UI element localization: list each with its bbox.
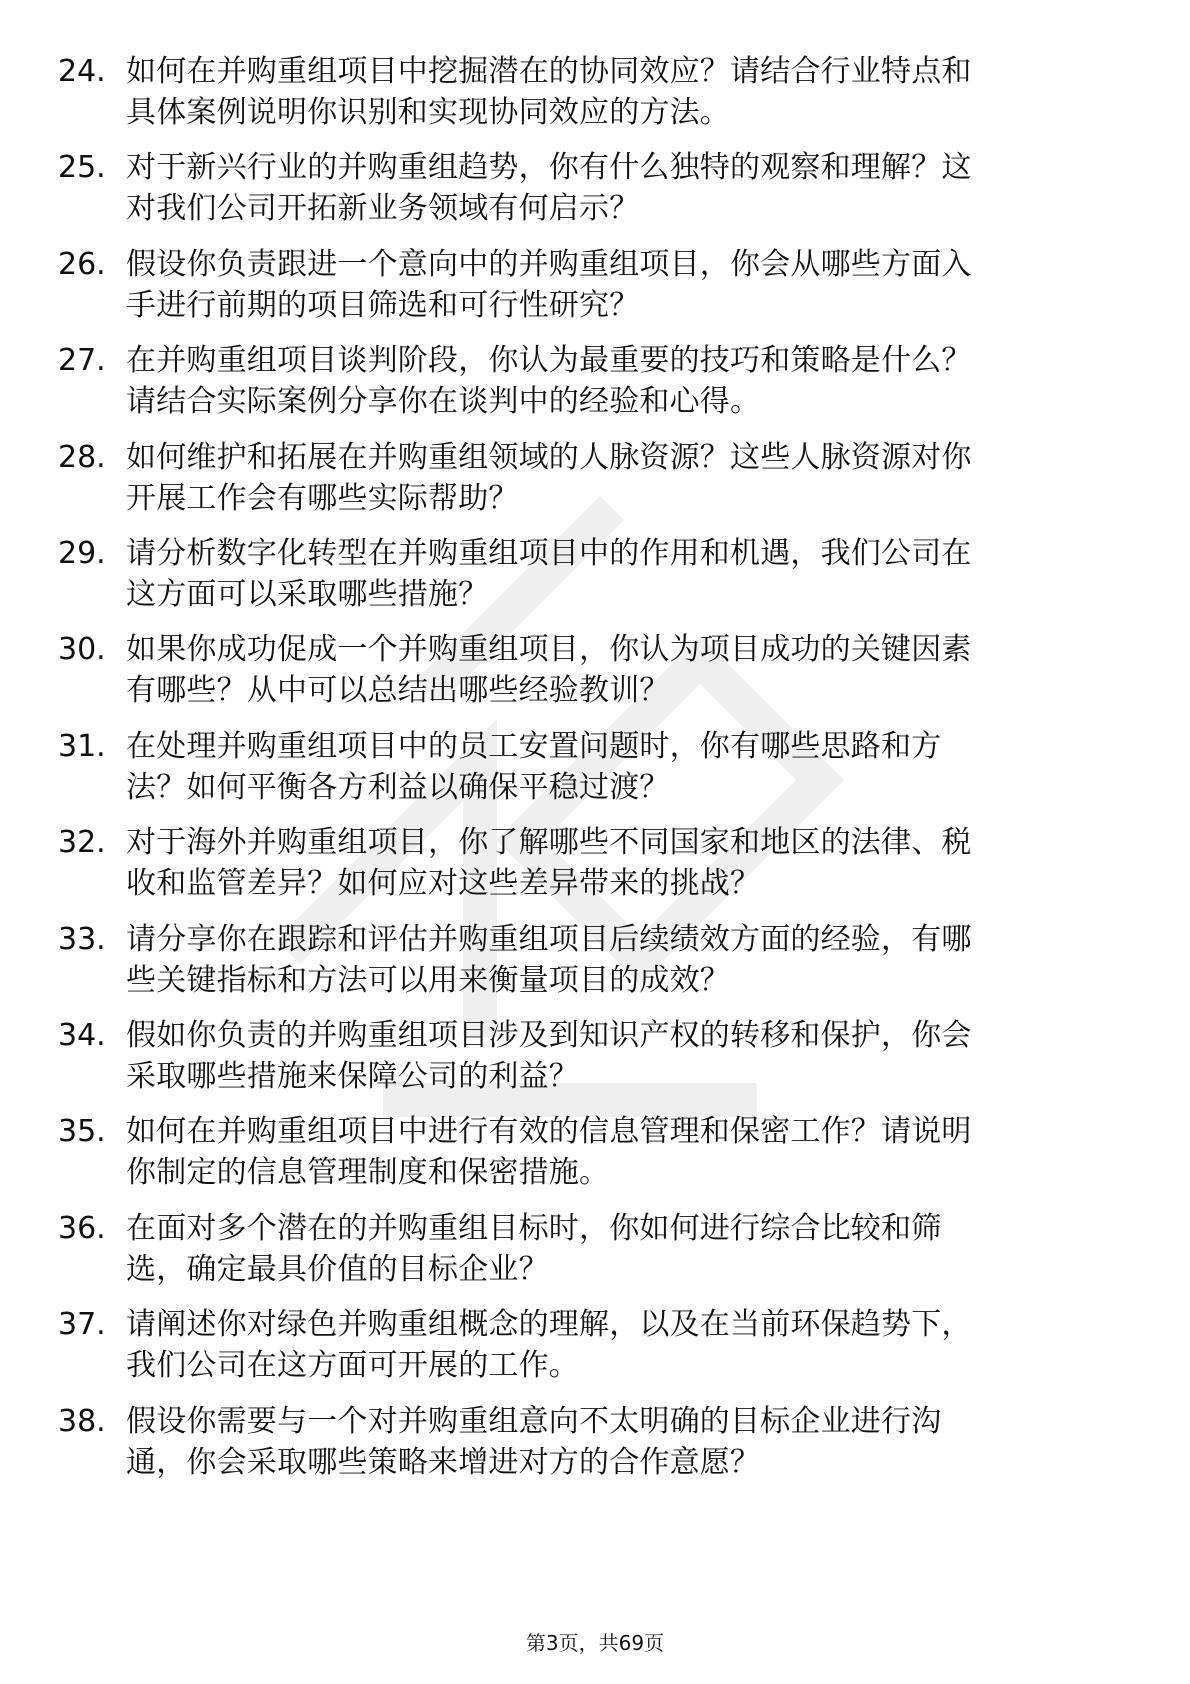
question-number: 26. [58,246,106,282]
question-item [0,534,1190,624]
question-text-line-1: 如何在并购重组项目中进行有效的信息管理和保密工作？请说明 [126,1114,972,1150]
question-number: 24. [58,54,106,89]
question-text-line-1: 假设你负责跟进一个意向中的并购重组项目，你会从哪些方面入 [126,246,972,282]
question-number: 35. [58,1114,106,1150]
question-text-line-1: 对于海外并购重组项目，你了解哪些不同国家和地区的法律、税 [126,825,972,861]
question-text-line-2: 选，确定最具价值的目标企业？ [126,1251,549,1287]
question-text-line-1: 请阐述你对绿色并购重组概念的理解，以及在当前环保趋势下， [126,1307,972,1343]
question-text-line-2: 些关键指标和方法可以用来衡量项目的成效？ [126,962,730,998]
question-number: 34. [58,1018,106,1053]
question-text-line-2: 收和监管差异？如何应对这些差异带来的挑战？ [126,866,761,902]
question-text-line-1: 在处理并购重组项目中的员工安置问题时，你有哪些思路和方 [126,728,942,764]
question-number: 28. [58,439,106,475]
question-number: 30. [58,632,106,668]
question-item [0,920,1190,1010]
question-text-line-2: 有哪些？从中可以总结出哪些经验教训？ [126,673,670,709]
question-text-line-1: 请分享你在跟踪和评估并购重组项目后续绩效方面的经验，有哪 [126,921,972,957]
question-text-line-2: 对我们公司开拓新业务领域有何启示？ [126,191,640,227]
question-text-line-2: 具体案例说明你识别和实现协同效应的方法。 [126,95,730,130]
page-number-footer: 第3页，共69页 [525,1631,665,1655]
question-text-line-1: 如何维护和拓展在并购重组领域的人脉资源？这些人脉资源对你 [126,439,972,475]
question-number: 38. [58,1403,106,1439]
question-number: 29. [58,536,106,571]
question-number: 33. [58,921,106,957]
question-item [0,1209,1190,1299]
question-item [0,1016,1190,1106]
question-text-line-2: 你制定的信息管理制度和保密措施。 [126,1155,610,1191]
question-item [0,1402,1190,1492]
question-item [0,148,1190,238]
question-text-line-1: 在面对多个潜在的并购重组目标时，你如何进行综合比较和筛 [126,1210,942,1246]
question-text-line-2: 这方面可以采取哪些措施？ [126,577,489,612]
question-item [0,727,1190,817]
question-number: 25. [58,150,106,186]
question-text-line-2: 我们公司在这方面可开展的工作。 [126,1348,579,1384]
question-text-line-2: 通，你会采取哪些策略来增进对方的合作意愿？ [126,1444,761,1480]
question-text-line-1: 请分析数字化转型在并购重组项目中的作用和机遇，我们公司在 [126,536,972,571]
question-number: 37. [58,1307,106,1343]
question-item [0,630,1190,720]
question-text-line-2: 法？如何平衡各方利益以确保平稳过渡？ [126,769,670,805]
question-number: 27. [58,343,106,379]
question-item [0,438,1190,528]
question-text-line-1: 假如你负责的并购重组项目涉及到知识产权的转移和保护，你会 [126,1018,972,1053]
question-text-line-1: 在并购重组项目谈判阶段，你认为最重要的技巧和策略是什么？ [126,343,972,379]
question-item [0,1305,1190,1395]
question-text-line-1: 如何在并购重组项目中挖掘潜在的协同效应？请结合行业特点和 [126,54,972,89]
question-item [0,1112,1190,1202]
question-text-line-2: 采取哪些措施来保障公司的利益？ [126,1059,579,1094]
question-item [0,245,1190,335]
question-text-line-2: 手进行前期的项目筛选和可行性研究？ [126,287,640,323]
question-number: 36. [58,1210,106,1246]
question-number: 32. [58,825,106,861]
question-text-line-2: 开展工作会有哪些实际帮助？ [126,480,519,516]
question-item [0,341,1190,431]
question-number: 31. [58,728,106,764]
question-text-line-1: 假设你需要与一个对并购重组意向不太明确的目标企业进行沟 [126,1403,942,1439]
question-text-line-1: 如果你成功促成一个并购重组项目，你认为项目成功的关键因素 [126,632,972,668]
question-item [0,52,1190,142]
question-text-line-2: 请结合实际案例分享你在谈判中的经验和心得。 [126,384,761,420]
question-item [0,823,1190,913]
question-text-line-1: 对于新兴行业的并购重组趋势，你有什么独特的观察和理解？这 [126,150,972,186]
